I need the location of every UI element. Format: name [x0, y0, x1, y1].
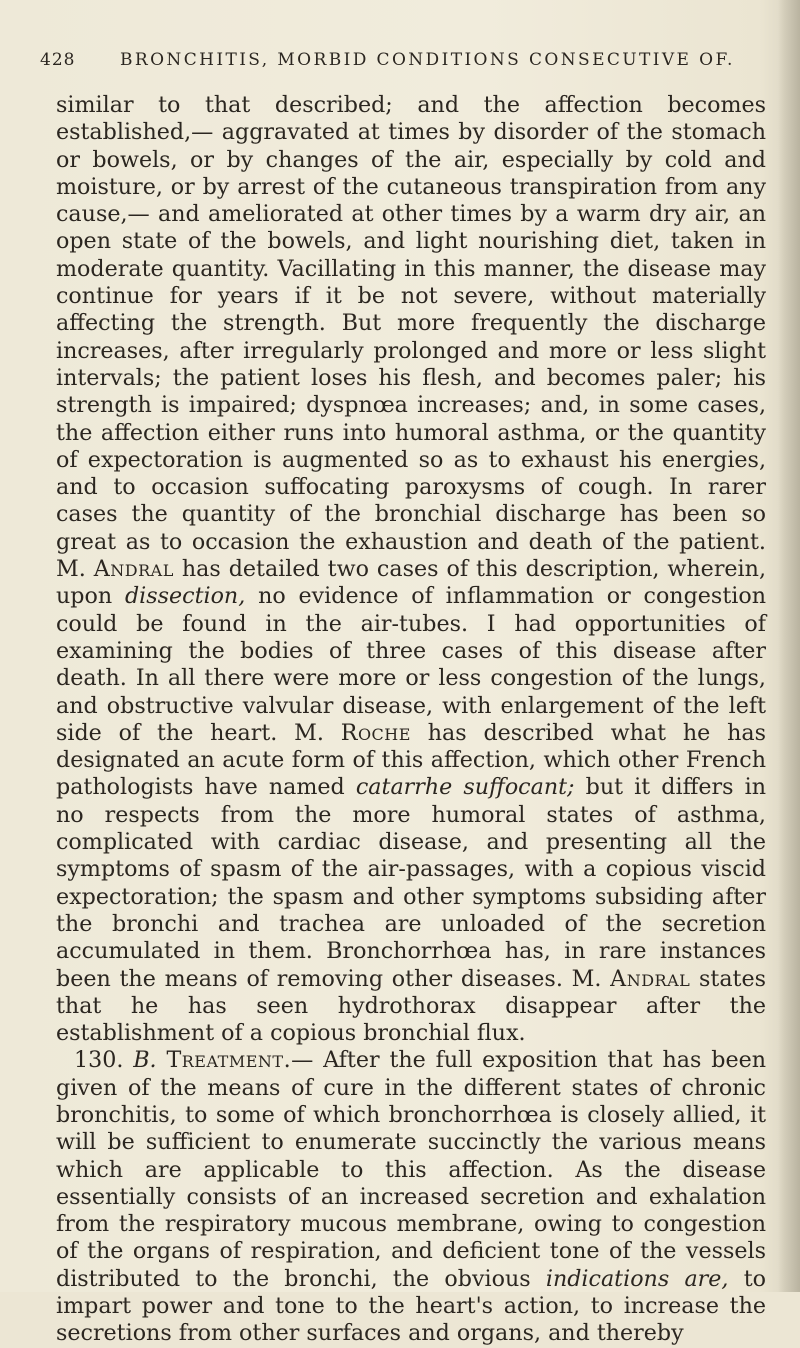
text-run: similar to that described; and the affection becomes established,— aggravated at times by disorder of the stomach or bowels, or by changes of the air, especially by cold and moisture, or by arrest of the cutaneous transpiration from any cause,— and ameliorated at other times by a warm dry air, an open state of the bowels, and light nourishing diet, taken in moderate quantity. Vacillating in this manner, the disease may continue for years if it be not severe, without materially affecting the strength. But more frequently the discharge increases, after irregularly prolonged and more or less slight intervals; the patient loses his flesh, and becomes paler; his strength is impaired; dyspnœa increases; and, in some cases, the affection either runs into humoral asthma, or the quantity of expectoration is augmented so as to exhaust his energies, and to occasion suffocating paroxysms of cough. In rarer cases the quantity of the bronchial discharge has been so great as to occasion the exhaustion and death of the patient. M.: [56, 92, 766, 583]
text-run: to impart power and tone to the heart's action, to increase the secretions from other surfaces and organs, and thereby: [56, 1265, 766, 1347]
text-run: — After the full exposition that has been given of the means of cure in the different states of chronic bronchitis, to some of which bronchorrhœa is closely allied, it will be sufficient to enumerate succinctly the various means which are applicable to this affection. As the disease essentially consists of an increased secretion and exhalation from the respiratory mucous membrane, owing to congestion of the organs of respiration, and deficient tone of the vessels distributed to the bronchi, the obvious: [56, 1047, 766, 1292]
emphasis: catarrhe suffocant;: [355, 774, 575, 801]
author-name: Andral: [610, 965, 691, 992]
running-head: BRONCHITIS, MORBID CONDITIONS CONSECUTIVE OF.: [120, 50, 735, 70]
author-name: Andral: [93, 556, 174, 583]
text-run: has described what he has designated an acute form of this affection, which other French pathologists have named: [56, 719, 766, 801]
body-text: [56, 92, 766, 1348]
page-header: [40, 50, 760, 80]
text-run: has detailed two cases of this description, wherein, upon: [56, 556, 766, 610]
text-run: but it differs in no respects from the more humoral states of asthma, complicated with cardiac disease, and presenting all the symptoms of spasm of the air-passages, with a copious viscid expectoration; the spasm and other symptoms subsiding after the bronchi and trachea are unloaded of the secretion accumulated in them. Bronchorrhœa has, in rare instances been the means of removing other diseases. M.: [56, 774, 766, 992]
paragraph-1: [56, 92, 766, 1047]
emphasis: dissection,: [124, 583, 246, 610]
page-edge-shadow: [778, 0, 800, 1292]
author-name: Roche: [340, 719, 411, 746]
emphasis: indications are,: [545, 1265, 729, 1292]
section-number: 130.: [74, 1047, 124, 1074]
section-letter: B.: [133, 1047, 157, 1074]
page-number: 428: [40, 50, 76, 70]
paragraph-2: [56, 1047, 766, 1347]
section-heading: Treatment.: [166, 1047, 292, 1074]
text-run: no evidence of inflammation or congestion could be found in the air-tubes. I had opportunities of examining the bodies of three cases of this disease after death. In all there were more or less congestion of the lungs, and obstructive valvular disease, with enlargement of the left side of the heart. M.: [56, 583, 766, 746]
text-run: states that he has seen hydrothorax disappear after the establishment of a copious bronchial flux.: [56, 965, 766, 1047]
